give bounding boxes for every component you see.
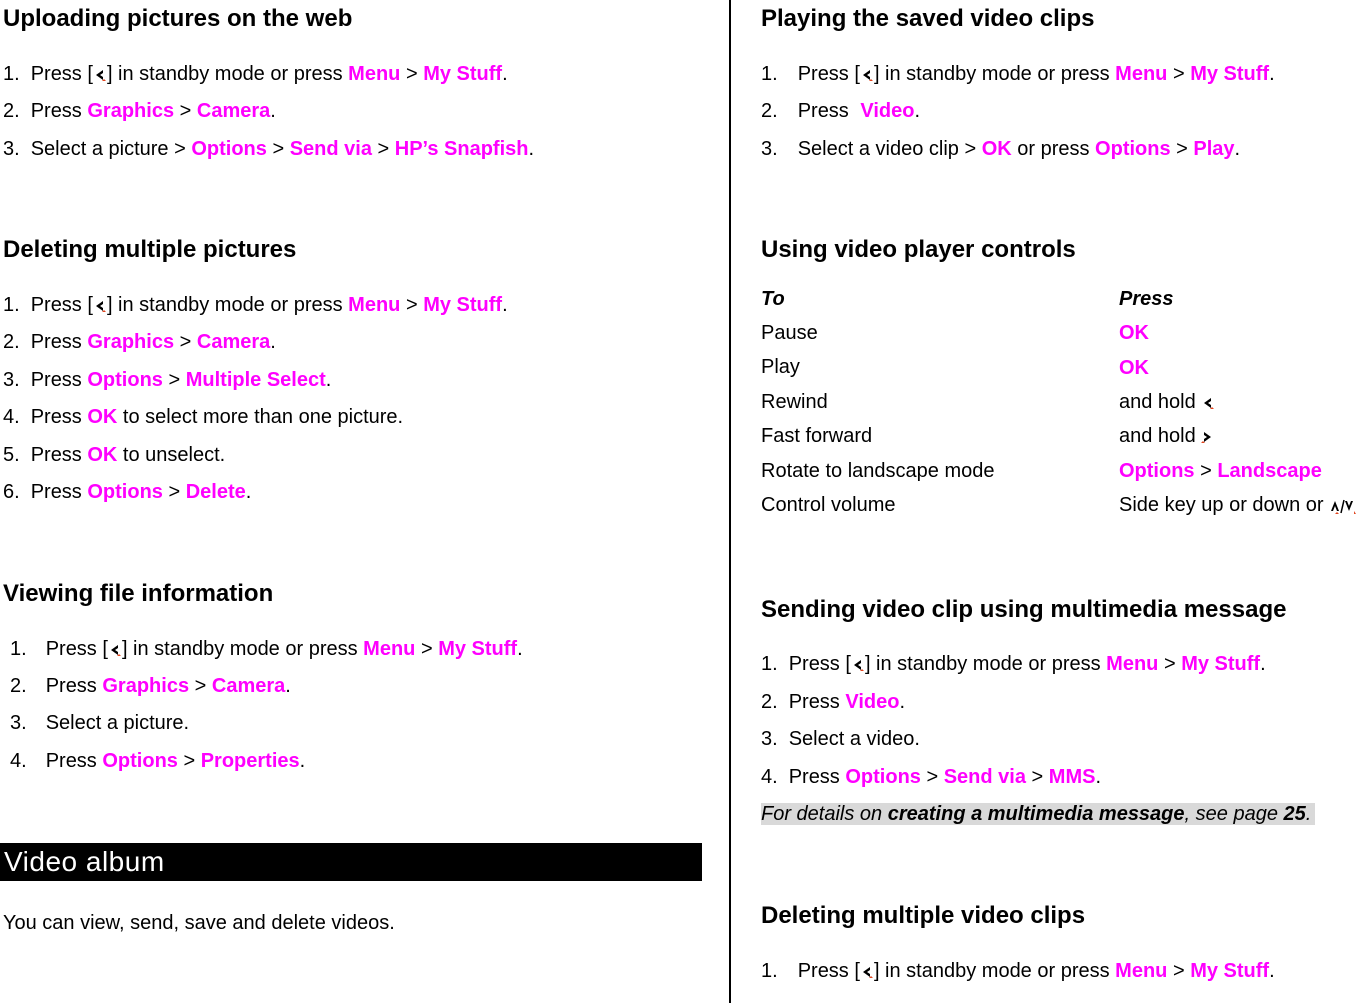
section-title: Deleting multiple pictures xyxy=(3,236,297,263)
section-title: Uploading pictures on the web xyxy=(3,5,353,32)
nav-left-key-icon xyxy=(108,642,122,658)
list-item: 4. Press Options > Send via > MMS. xyxy=(761,766,1102,788)
section-title: Sending video clip using multimedia message xyxy=(761,596,1287,623)
list-item: 1. Press [ ] in standby mode or press Menu > My Stuff. xyxy=(3,294,508,316)
list-item: 3. Select a video clip > OK or press Options > Play. xyxy=(761,138,1241,160)
nav-left-key-icon xyxy=(93,67,107,83)
table-cell-to: Control volume xyxy=(761,494,896,516)
table-cell-to: Rewind xyxy=(761,391,828,413)
table-cell-to: Fast forward xyxy=(761,425,873,447)
list-item: 1. Press [ ] in standby mode or press Menu > My Stuff. xyxy=(10,638,523,660)
nav-left-key-icon xyxy=(860,964,874,980)
table-cell-press: and hold xyxy=(1119,391,1215,414)
list-item: 1. Press [ ] in standby mode or press Menu > My Stuff. xyxy=(761,63,1275,85)
table-cell-to: Play xyxy=(761,356,800,378)
table-cell-press: OK xyxy=(1119,322,1149,344)
list-item: 3. Select a video. xyxy=(761,728,920,750)
chapter-banner: Video album xyxy=(0,843,702,881)
list-item: 1. Press [ ] in standby mode or press Menu > My Stuff. xyxy=(761,960,1275,982)
list-item: 6. Press Options > Delete. xyxy=(3,481,252,503)
nav-left-key-icon xyxy=(93,298,107,314)
list-item: 1. Press [ ] in standby mode or press Menu > My Stuff. xyxy=(3,63,508,85)
table-cell-press: OK xyxy=(1119,357,1149,379)
nav-left-key-icon xyxy=(851,657,865,673)
table-cell-press: Options > Landscape xyxy=(1119,460,1322,482)
table-cell-press: and hold xyxy=(1119,425,1215,448)
intro-text: You can view, send, save and delete videos. xyxy=(3,912,395,934)
nav-right-key-icon xyxy=(1201,429,1215,445)
list-item: 3. Select a picture > Options > Send via > HP’s Snapfish. xyxy=(3,138,535,160)
section-title: Using video player controls xyxy=(761,236,1076,263)
nav-left-key-icon xyxy=(860,67,874,83)
list-item: 2. Press Graphics > Camera. xyxy=(3,100,276,122)
list-item: 5. Press OK to unselect. xyxy=(3,444,226,466)
table-cell-to: Rotate to landscape mode xyxy=(761,460,995,482)
list-item: 4. Press OK to select more than one picture. xyxy=(3,406,404,428)
list-item: 2. Press Graphics > Camera. xyxy=(10,675,291,697)
table-cell-to: Pause xyxy=(761,322,818,344)
section-title: Viewing file information xyxy=(3,580,274,607)
list-item: 4. Press Options > Properties. xyxy=(10,750,306,772)
section-title: Playing the saved video clips xyxy=(761,5,1095,32)
column-divider xyxy=(729,0,731,1003)
cross-reference-note: For details on creating a multimedia message, see page 25. xyxy=(761,803,1315,826)
section-title: Deleting multiple video clips xyxy=(761,902,1086,929)
list-item: 3. Select a picture. xyxy=(10,712,190,734)
list-item: 1. Press [ ] in standby mode or press Menu > My Stuff. xyxy=(761,653,1266,675)
table-header-to: To xyxy=(761,288,785,310)
list-item: 3. Press Options > Multiple Select. xyxy=(3,369,332,391)
nav-left-key-icon xyxy=(1201,395,1215,411)
list-item: 2. Press Video. xyxy=(761,100,921,122)
table-header-press: Press xyxy=(1119,288,1174,310)
list-item: 2. Press Graphics > Camera. xyxy=(3,331,276,353)
list-item: 2. Press Video. xyxy=(761,691,906,713)
table-cell-press: Side key up or down or xyxy=(1119,494,1357,517)
volume-up-down-key-icon xyxy=(1329,497,1357,515)
